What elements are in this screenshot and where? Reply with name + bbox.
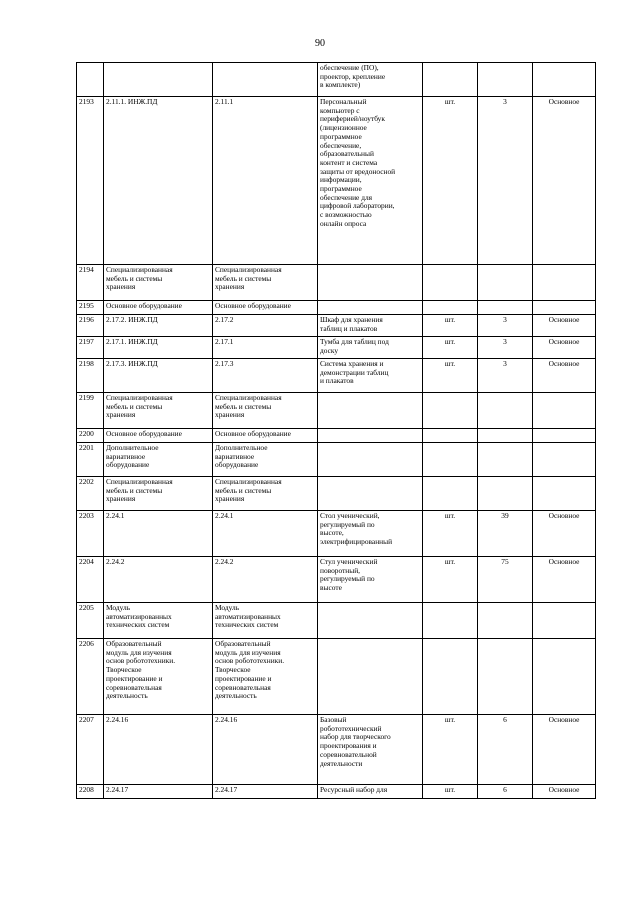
quantity-cell: 3 [478,315,533,337]
reference-cell: Образовательный модуль для изучения основ робототехники. Творческое проектирование и соревновательная деятельность [213,639,318,715]
reference-cell [213,63,318,97]
row-number-cell: 2195 [77,301,104,315]
quantity-cell: 6 [478,785,533,799]
table-row [77,443,596,477]
item-name-cell [318,477,423,511]
row-number-cell: 2208 [77,785,104,799]
unit-cell: шт. [423,337,478,359]
quantity-cell [478,265,533,301]
quantity-cell [478,63,533,97]
row-number-cell: 2193 [77,97,104,265]
row-number-cell: 2197 [77,337,104,359]
row-number-cell: 2200 [77,429,104,443]
table-row [77,337,596,359]
row-number-cell: 2207 [77,715,104,785]
item-code-cell: 2.24.16 [104,715,213,785]
category-cell: Основное [533,715,596,785]
item-code-cell: 2.17.3. ИНЖ.ПД [104,359,213,393]
quantity-cell [478,639,533,715]
item-code-cell: Основное оборудование [104,429,213,443]
item-code-cell: 2.17.2. ИНЖ.ПД [104,315,213,337]
item-name-cell: Персональный компьютер с периферией/ноутбук (лицензионное программное обеспечение, образовательный контент и система защиты от вредоносной информации, программное обеспечение для цифровой лаборатории, с возможностью онлайн опроса [318,97,423,265]
quantity-cell [478,477,533,511]
quantity-cell: 3 [478,359,533,393]
row-number-cell: 2194 [77,265,104,301]
item-code-cell: Основное оборудование [104,301,213,315]
category-cell [533,63,596,97]
row-number-cell: 2205 [77,603,104,639]
category-cell [533,477,596,511]
category-cell: Основное [533,315,596,337]
category-cell: Основное [533,359,596,393]
unit-cell: шт. [423,97,478,265]
reference-cell: Специализированная мебель и системы хранения [213,393,318,429]
unit-cell [423,265,478,301]
quantity-cell: 75 [478,557,533,603]
reference-cell: Модуль автоматизированных технических систем [213,603,318,639]
row-number-cell: 2202 [77,477,104,511]
item-name-cell: обеспечение (ПО), проектор, крепление в комплекте) [318,63,423,97]
unit-cell [423,443,478,477]
category-cell [533,393,596,429]
reference-cell: 2.17.1 [213,337,318,359]
unit-cell [423,603,478,639]
row-number-cell: 2206 [77,639,104,715]
unit-cell: шт. [423,315,478,337]
equipment-table [76,62,596,799]
table-row [77,393,596,429]
row-number-cell: 2199 [77,393,104,429]
reference-cell: 2.11.1 [213,97,318,265]
table-row [77,603,596,639]
quantity-cell: 39 [478,511,533,557]
item-code-cell: Специализированная мебель и системы хранения [104,477,213,511]
reference-cell: 2.17.3 [213,359,318,393]
category-cell [533,443,596,477]
unit-cell [423,63,478,97]
reference-cell: 2.24.2 [213,557,318,603]
category-cell: Основное [533,785,596,799]
table-row [77,715,596,785]
reference-cell: Дополнительное вариативное оборудование [213,443,318,477]
item-name-cell [318,301,423,315]
quantity-cell [478,301,533,315]
page-number: 90 [315,38,325,49]
quantity-cell: 3 [478,337,533,359]
reference-cell: Специализированная мебель и системы хранения [213,265,318,301]
item-name-cell [318,265,423,301]
category-cell: Основное [533,97,596,265]
category-cell: Основное [533,511,596,557]
item-code-cell: 2.17.1. ИНЖ.ПД [104,337,213,359]
table-row [77,557,596,603]
row-number-cell: 2203 [77,511,104,557]
unit-cell [423,301,478,315]
item-name-cell: Стул ученический поворотный, регулируемый по высоте [318,557,423,603]
reference-cell: 2.17.2 [213,315,318,337]
category-cell: Основное [533,337,596,359]
quantity-cell [478,603,533,639]
item-code-cell: Специализированная мебель и системы хранения [104,393,213,429]
unit-cell: шт. [423,785,478,799]
item-name-cell [318,443,423,477]
quantity-cell: 6 [478,715,533,785]
row-number-cell [77,63,104,97]
item-code-cell: Дополнительное вариативное оборудование [104,443,213,477]
item-name-cell [318,393,423,429]
reference-cell: Основное оборудование [213,429,318,443]
reference-cell: 2.24.17 [213,785,318,799]
row-number-cell: 2204 [77,557,104,603]
row-number-cell: 2201 [77,443,104,477]
unit-cell: шт. [423,557,478,603]
item-name-cell: Тумба для таблиц под доску [318,337,423,359]
table-row [77,63,596,97]
item-code-cell: Образовательный модуль для изучения основ робототехники. Творческое проектирование и соревновательная деятельность [104,639,213,715]
item-name-cell [318,603,423,639]
reference-cell: Основное оборудование [213,301,318,315]
table-row [77,429,596,443]
unit-cell: шт. [423,715,478,785]
category-cell: Основное [533,557,596,603]
item-code-cell: 2.24.2 [104,557,213,603]
reference-cell: 2.24.16 [213,715,318,785]
unit-cell: шт. [423,511,478,557]
quantity-cell [478,443,533,477]
reference-cell: 2.24.1 [213,511,318,557]
item-name-cell [318,639,423,715]
item-code-cell: 2.24.17 [104,785,213,799]
item-name-cell [318,429,423,443]
unit-cell: шт. [423,359,478,393]
item-code-cell: 2.24.1 [104,511,213,557]
item-name-cell: Шкаф для хранения таблиц и плакатов [318,315,423,337]
quantity-cell [478,429,533,443]
unit-cell [423,393,478,429]
category-cell [533,301,596,315]
table-row [77,265,596,301]
category-cell [533,603,596,639]
row-number-cell: 2198 [77,359,104,393]
unit-cell [423,639,478,715]
category-cell [533,265,596,301]
table-row [77,511,596,557]
table-row [77,359,596,393]
item-code-cell: Специализированная мебель и системы хранения [104,265,213,301]
category-cell [533,429,596,443]
item-name-cell: Стол ученический, регулируемый по высоте, электрифицированный [318,511,423,557]
category-cell [533,639,596,715]
item-name-cell: Ресурсный набор для [318,785,423,799]
table-row [77,97,596,265]
reference-cell: Специализированная мебель и системы хранения [213,477,318,511]
item-name-cell: Базовый робототехнический набор для творческого проектирования и соревновательной деятельности [318,715,423,785]
quantity-cell: 3 [478,97,533,265]
item-code-cell: 2.11.1. ИНЖ.ПД [104,97,213,265]
table-row [77,785,596,799]
item-code-cell: Модуль автоматизированных технических систем [104,603,213,639]
unit-cell [423,477,478,511]
table-row [77,315,596,337]
item-name-cell: Система хранения и демонстрации таблиц и плакатов [318,359,423,393]
item-code-cell [104,63,213,97]
table-row [77,301,596,315]
table-row [77,639,596,715]
unit-cell [423,429,478,443]
quantity-cell [478,393,533,429]
row-number-cell: 2196 [77,315,104,337]
table-row [77,477,596,511]
